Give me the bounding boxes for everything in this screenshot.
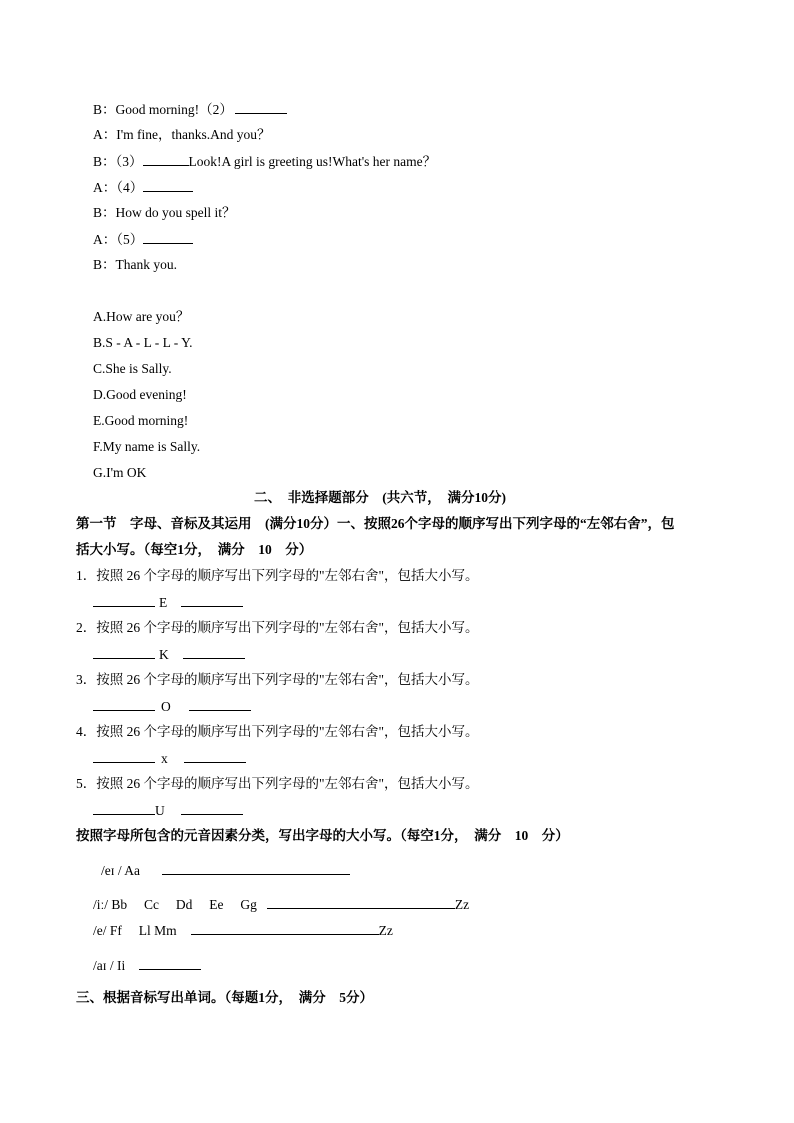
vowel-answer-blank[interactable] bbox=[267, 896, 455, 909]
letter-question-3: 3．按照 26 个字母的顺序写出下列字母的"左邻右舍"，包括大小写。 bbox=[76, 672, 479, 687]
option-a: A.How are you？ bbox=[93, 309, 190, 324]
letter-question-2: 2．按照 26 个字母的顺序写出下列字母的"左邻右舍"，包括大小写。 bbox=[76, 620, 479, 635]
option-b: B.S - A - L - L - Y. bbox=[93, 335, 193, 350]
letter-answer-row-3: O bbox=[93, 698, 251, 715]
vowel-answer-blank[interactable] bbox=[162, 862, 350, 875]
left-neighbor-blank[interactable] bbox=[93, 802, 155, 815]
letter-question-5: 5．按照 26 个字母的顺序写出下列字母的"左邻右舍"，包括大小写。 bbox=[76, 776, 479, 791]
dialogue-line-7: B：Thank you. bbox=[93, 257, 177, 272]
dialogue-line-5: B：How do you spell it？ bbox=[93, 205, 236, 220]
option-c: C.She is Sally. bbox=[93, 361, 172, 376]
answer-blank[interactable] bbox=[143, 231, 193, 244]
vowel-answer-blank[interactable] bbox=[139, 957, 201, 970]
vowel-row-ai: /aɪ / Ii bbox=[93, 957, 201, 974]
answer-blank[interactable] bbox=[143, 153, 189, 166]
answer-blank[interactable] bbox=[143, 179, 193, 192]
right-neighbor-blank[interactable] bbox=[184, 750, 246, 763]
letter-answer-row-2: K bbox=[93, 646, 245, 663]
dialogue-line-6: A：（5） bbox=[93, 231, 193, 248]
right-neighbor-blank[interactable] bbox=[181, 594, 243, 607]
option-e: E.Good morning! bbox=[93, 413, 189, 428]
right-neighbor-blank[interactable] bbox=[181, 802, 243, 815]
option-g: G.I'm OK bbox=[93, 465, 147, 480]
part3-title: 三、根据音标写出单词。（每题1分， 满分 5分） bbox=[76, 990, 373, 1005]
option-d: D.Good evening! bbox=[93, 387, 187, 402]
right-neighbor-blank[interactable] bbox=[189, 698, 251, 711]
vowel-instruction: 按照字母所包含的元音因素分类，写出字母的大小写。（每空1分， 满分 10 分） bbox=[76, 828, 569, 843]
dialogue-line-3: B：（3） Look!A girl is greeting us!What's her name？ bbox=[93, 154, 437, 169]
vowel-row-e: /e/ Ff Ll Mm Zz bbox=[93, 923, 393, 938]
left-neighbor-blank[interactable] bbox=[93, 594, 155, 607]
dialogue-line-2: A：I'm fine，thanks.And you？ bbox=[93, 127, 271, 142]
left-neighbor-blank[interactable] bbox=[93, 698, 155, 711]
left-neighbor-blank[interactable] bbox=[93, 646, 155, 659]
letter-question-1: 1．按照 26 个字母的顺序写出下列字母的"左邻右舍"，包括大小写。 bbox=[76, 568, 479, 583]
vowel-row-i: /iː/ Bb Cc Dd Ee Gg Zz bbox=[93, 897, 470, 912]
part2-title: 二、 非选择题部分 (共六节， 满分10分) bbox=[254, 490, 506, 505]
vowel-row-ei: /eɪ / Aa bbox=[101, 862, 350, 879]
letter-answer-row-5: U bbox=[93, 802, 243, 819]
left-neighbor-blank[interactable] bbox=[93, 750, 155, 763]
letter-answer-row-4: x bbox=[93, 750, 246, 767]
right-neighbor-blank[interactable] bbox=[183, 646, 245, 659]
letter-answer-row-1: E bbox=[93, 594, 243, 611]
dialogue-line-4: A：（4） bbox=[93, 179, 193, 196]
answer-blank[interactable] bbox=[235, 101, 287, 114]
dialogue-line-1: B：Good morning!（2） bbox=[93, 101, 287, 118]
letter-question-4: 4．按照 26 个字母的顺序写出下列字母的"左邻右舍"，包括大小写。 bbox=[76, 724, 479, 739]
section1-instruction-line1: 第一节 字母、音标及其运用 (满分10分）一、按照26个字母的顺序写出下列字母的“左邻右舍”，包 bbox=[76, 516, 675, 531]
vowel-answer-blank[interactable] bbox=[191, 922, 379, 935]
option-f: F.My name is Sally. bbox=[93, 439, 201, 454]
section1-instruction-line2: 括大小写。（每空1分， 满分 10 分） bbox=[76, 542, 313, 557]
